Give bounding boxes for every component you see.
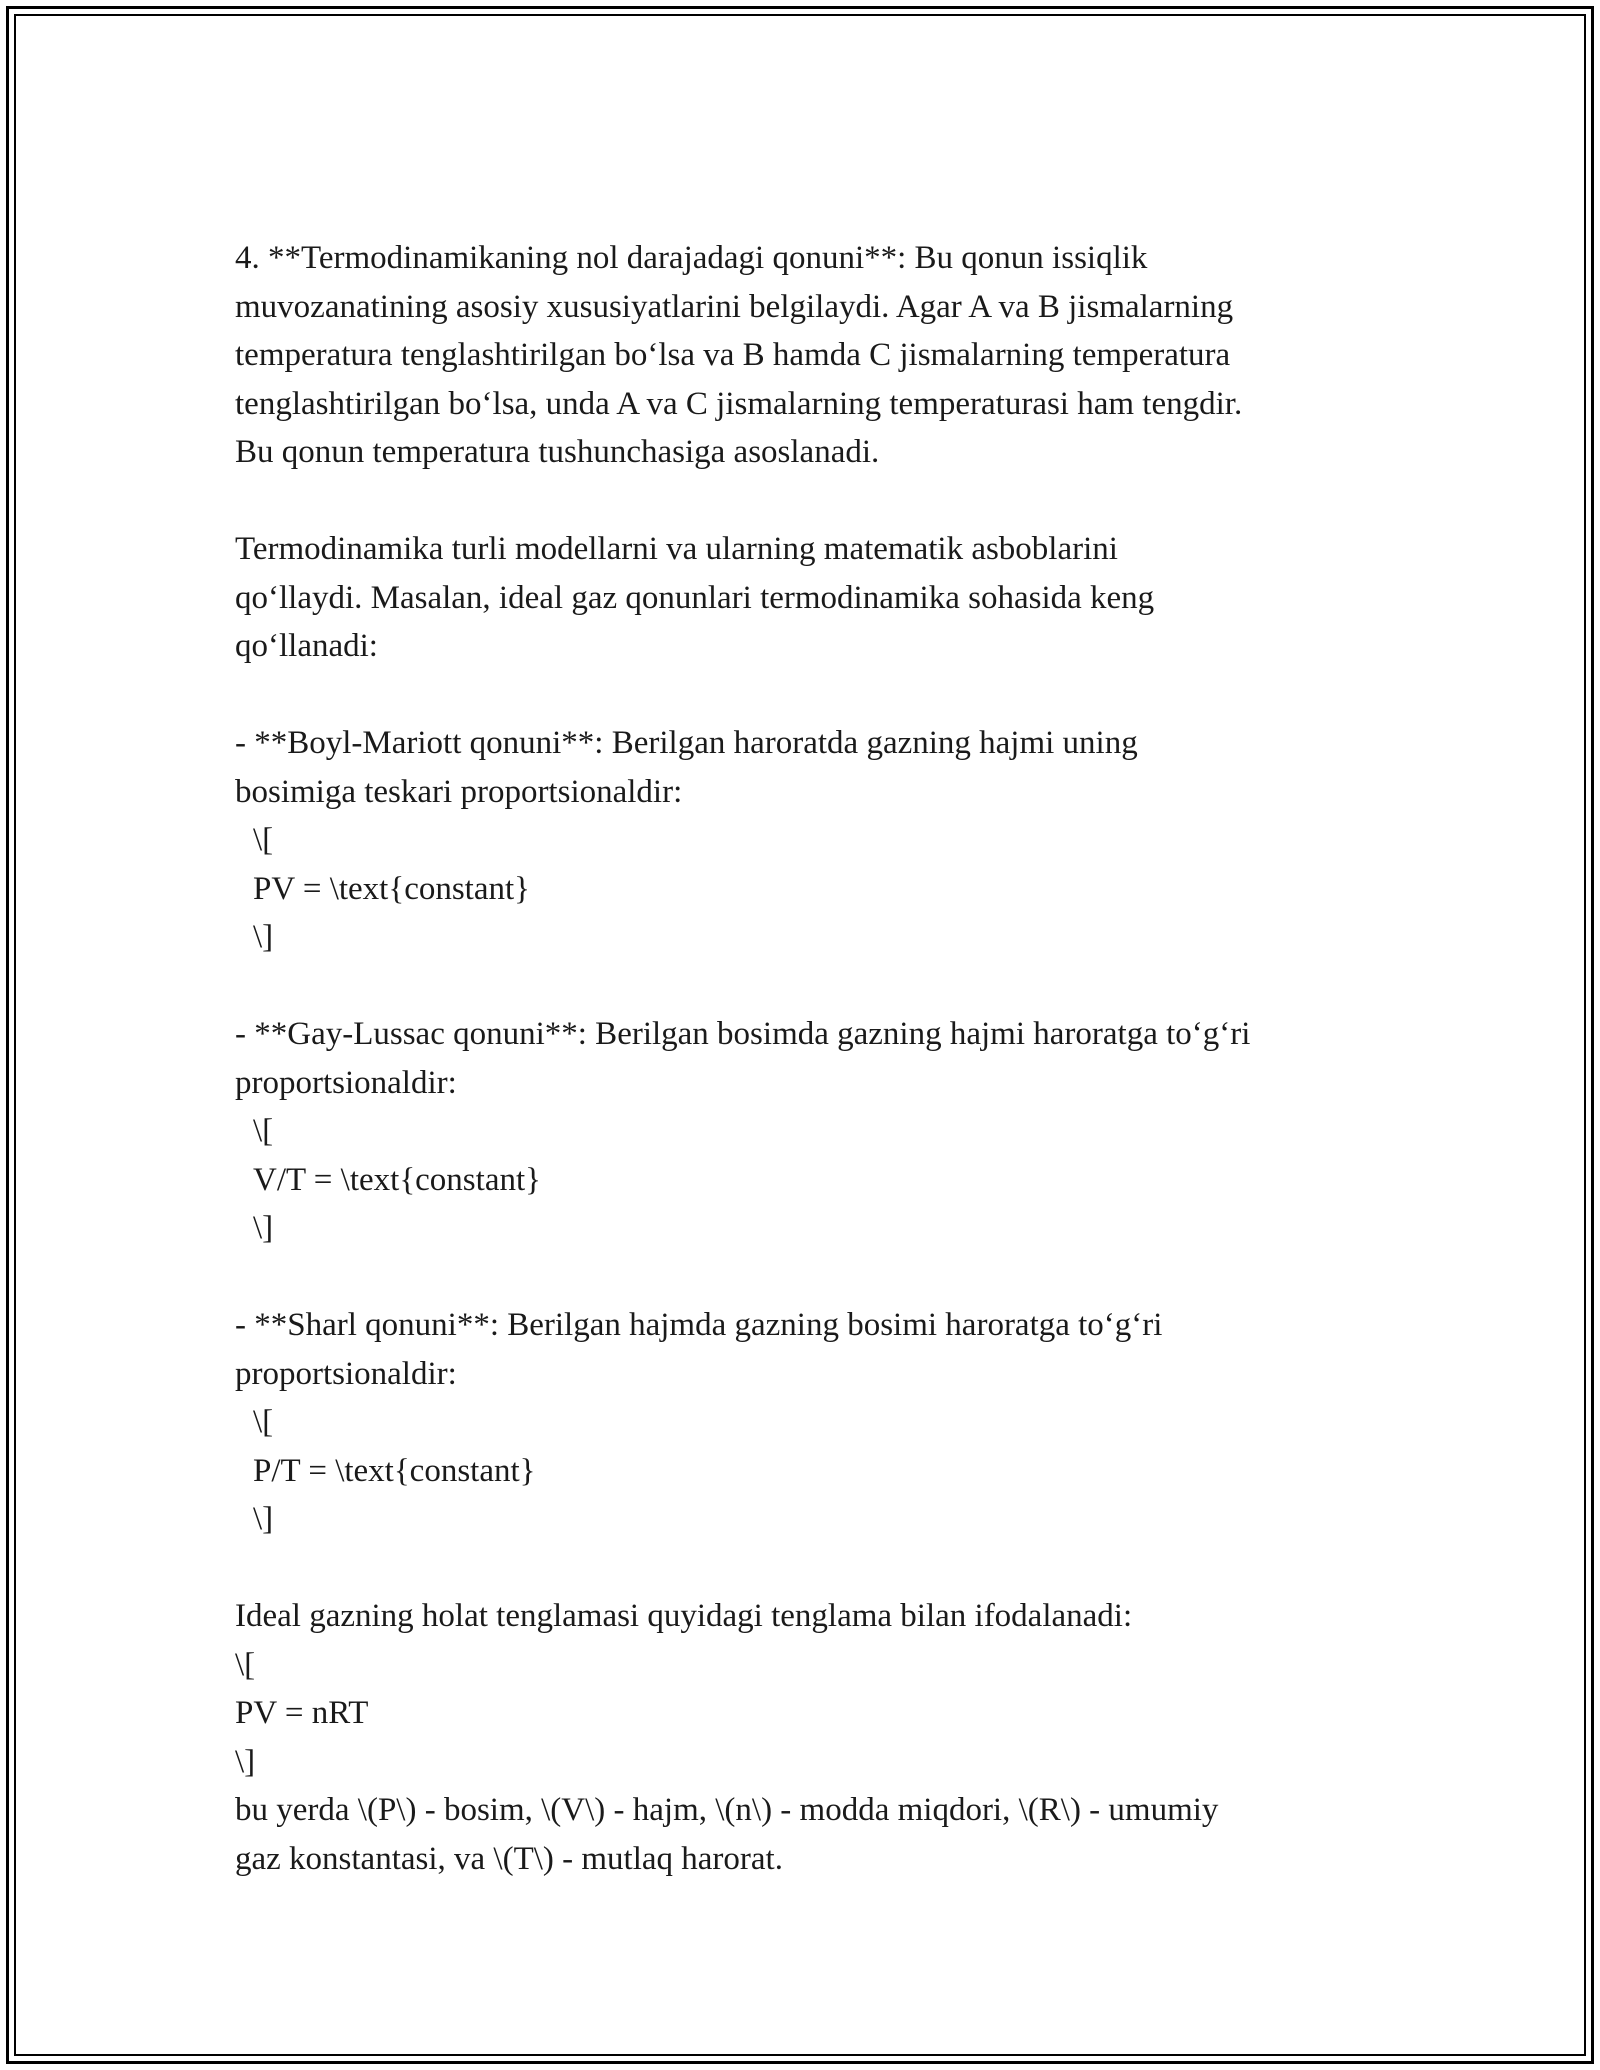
text-line: Termodinamika turli modellarni va ularning matematik asboblarini [235,531,1118,567]
paragraph-gap [235,1253,1395,1302]
formula-line: P/T = \text{constant} [253,1452,536,1489]
text-line: - **Sharl qonuni**: Berilgan hajmda gazning bosimi haroratga to‘g‘ri [235,1307,1163,1343]
formula-close: \] [253,1501,274,1537]
text-line: tenglashtirilgan bo‘lsa, unda A va C jismalarning temperaturasi ham tengdir. [235,385,1243,422]
text-line: - **Gay-Lussac qonuni**: Berilgan bosimda gazning hajmi haroratga to‘g‘ri [235,1016,1251,1052]
text-line: proportsionaldir: [235,1064,457,1101]
paragraph-gap [235,477,1395,526]
formula-open: \[ [253,1113,274,1149]
text-line: qo‘llanadi: [235,628,378,664]
text-line: - **Boyl-Mariott qonuni**: Berilgan haroratda gazning hajmi uning [235,725,1138,761]
text-line: gaz konstantasi, va \(T\) - mutlaq harorat. [235,1840,783,1877]
text-line: bu yerda \(P\) - bosim, \(V\) - hajm, \(n\) - modda miqdori, \(R\) - umumiy [235,1792,1219,1828]
formula-line: PV = \text{constant} [253,870,531,907]
formula-close: \] [253,919,274,955]
formula-open: \[ [235,1646,256,1683]
zeroth-law-paragraph [235,234,1395,477]
text-line: bosimiga teskari proportsionaldir: [235,773,683,810]
charles-law-item [235,1301,1395,1544]
document-body [235,234,1395,1883]
ideal-gas-paragraph [235,1592,1395,1883]
intro-paragraph [235,525,1395,671]
text-line: Ideal gazning holat tenglamasi quyidagi tenglama bilan ifodalanadi: [235,1598,1133,1634]
paragraph-gap [235,671,1395,720]
text-line: proportsionaldir: [235,1355,457,1392]
text-line: 4. **Termodinamikaning nol darajadagi qonuni**: Bu qonun issiqlik [235,240,1148,276]
text-line: qo‘llaydi. Masalan, ideal gaz qonunlari termodinamika sohasida keng [235,579,1155,616]
gay-lussac-law-item [235,1010,1395,1253]
boyle-law-item [235,719,1395,962]
formula-line: V/T = \text{constant} [253,1161,541,1198]
formula-open: \[ [253,1404,274,1440]
formula-close: \] [235,1743,256,1780]
formula-close: \] [253,1210,274,1246]
text-line: muvozanatining asosiy xususiyatlarini belgilaydi. Agar A va B jismalarning [235,288,1234,325]
text-line: temperatura tenglashtirilgan bo‘lsa va B hamda C jismalarning temperatura [235,337,1231,373]
paragraph-gap [235,1544,1395,1593]
text-line: Bu qonun temperatura tushunchasiga asoslanadi. [235,434,880,470]
formula-line: PV = nRT [235,1695,369,1731]
formula-open: \[ [253,822,274,858]
paragraph-gap [235,962,1395,1011]
